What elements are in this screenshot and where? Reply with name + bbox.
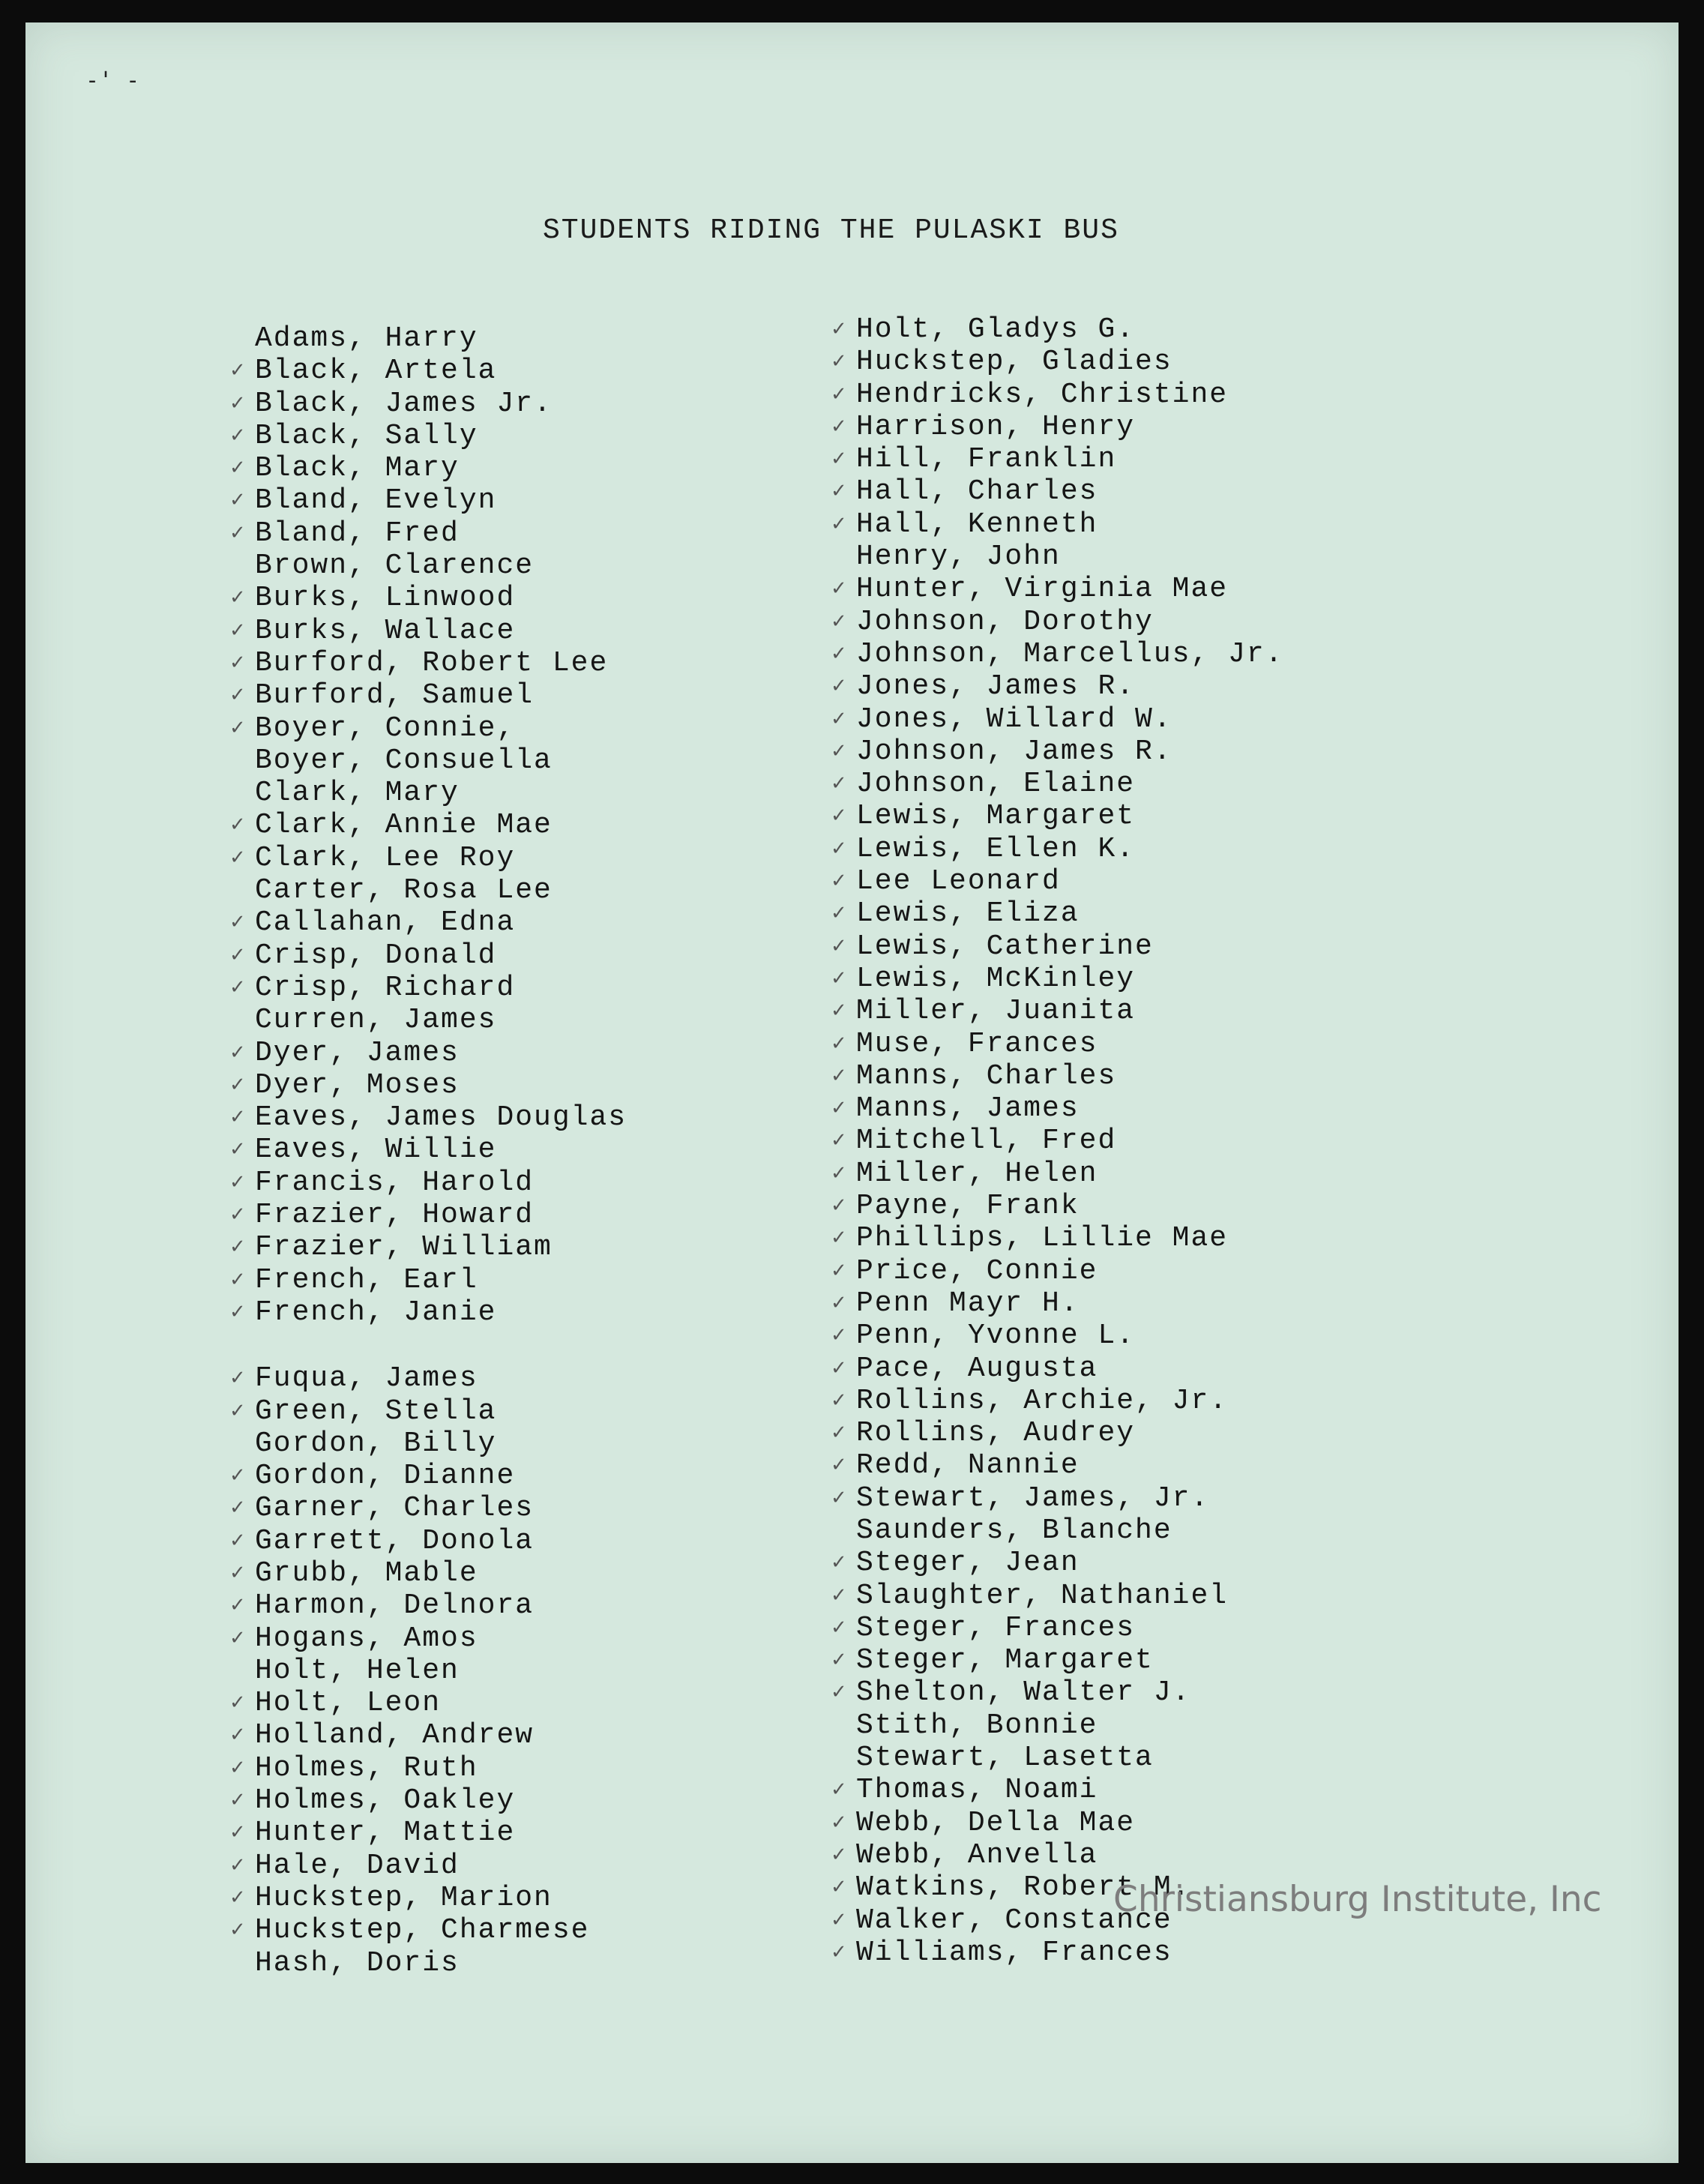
student-entry [831, 1481, 1284, 1514]
student-name: Huckstep, Gladies [856, 346, 1172, 379]
check-mark-icon: ✓ [831, 1389, 849, 1412]
check-mark-icon: ✓ [229, 1561, 247, 1584]
student-entry [831, 1190, 1284, 1223]
student-entry [229, 971, 627, 1004]
student-name: Lewis, Eliza [856, 897, 1080, 930]
student-name: Johnson, Dorothy [856, 605, 1154, 638]
student-entry [856, 541, 1284, 573]
student-name: Bland, Fred [255, 517, 460, 550]
student-name: Thomas, Noami [856, 1774, 1098, 1807]
student-name: Hale, David [255, 1849, 460, 1882]
student-entry [255, 1655, 627, 1687]
check-mark-icon: ✓ [831, 870, 849, 893]
student-name: Burford, Samuel [255, 679, 535, 712]
student-name: Lewis, Margaret [856, 800, 1136, 833]
student-entry [229, 679, 627, 712]
student-name: Clark, Annie Mae [255, 809, 553, 842]
student-entry [229, 1263, 627, 1296]
student-name: Miller, Juanita [856, 995, 1136, 1028]
check-mark-icon: ✓ [831, 1908, 849, 1931]
student-entry [229, 1524, 627, 1557]
check-mark-icon: ✓ [229, 813, 247, 837]
student-name: Holland, Andrew [255, 1719, 535, 1752]
check-mark-icon: ✓ [229, 457, 247, 480]
student-entry [229, 1751, 627, 1784]
student-entry [229, 1101, 627, 1134]
student-name: Brown, Clarence [255, 550, 535, 583]
student-name: Hogans, Amos [255, 1622, 478, 1655]
student-entry [831, 1157, 1284, 1190]
student-entry [229, 1589, 627, 1622]
check-mark-icon: ✓ [229, 1464, 247, 1487]
student-name: Hash, Doris [255, 1946, 460, 1979]
check-mark-icon: ✓ [831, 675, 849, 698]
student-name: Boyer, Connie, [255, 712, 516, 744]
check-mark-icon: ✓ [831, 642, 849, 665]
check-mark-icon: ✓ [229, 619, 247, 642]
student-entry [831, 573, 1284, 606]
check-mark-icon: ✓ [229, 1203, 247, 1227]
student-name: Shelton, Walter J. [856, 1676, 1191, 1709]
student-entry [831, 1936, 1284, 1969]
student-name: Grubb, Mable [255, 1556, 478, 1589]
student-entry [831, 1806, 1284, 1839]
student-name: Adams, Harry [255, 322, 478, 355]
check-mark-icon: ✓ [831, 1843, 849, 1866]
student-name: Rollins, Audrey [856, 1417, 1136, 1450]
student-entry [856, 1742, 1284, 1774]
student-name: Burford, Robert Lee [255, 646, 609, 679]
check-mark-icon: ✓ [831, 739, 849, 762]
student-entry [831, 1384, 1284, 1417]
student-entry [229, 1817, 627, 1850]
student-entry [229, 1166, 627, 1199]
student-entry [831, 1611, 1284, 1644]
student-name: Redd, Nannie [856, 1449, 1080, 1482]
check-mark-icon: ✓ [229, 1138, 247, 1161]
check-mark-icon: ✓ [229, 521, 247, 544]
student-name: Gordon, Dianne [255, 1460, 516, 1493]
student-name: Walker, Constance [856, 1904, 1172, 1937]
student-name: Webb, Anvella [856, 1838, 1098, 1871]
student-name: Manns, James [856, 1092, 1080, 1125]
student-entry [229, 1199, 627, 1232]
student-name: Stewart, James, Jr. [856, 1481, 1210, 1514]
student-entry [831, 930, 1284, 963]
student-entry [229, 1914, 627, 1947]
check-mark-icon: ✓ [831, 934, 849, 957]
student-entry [831, 1352, 1284, 1385]
student-name: Watkins, Robert M. [856, 1871, 1191, 1904]
student-entry [229, 841, 627, 874]
student-entry [255, 874, 627, 906]
student-entry [255, 1428, 627, 1460]
student-name: Clark, Lee Roy [255, 841, 516, 874]
check-mark-icon: ✓ [831, 837, 849, 860]
student-name: Huckstep, Marion [255, 1881, 553, 1914]
check-mark-icon: ✓ [831, 318, 849, 340]
student-name: Eaves, Willie [255, 1134, 497, 1167]
corner-mark: -' - [85, 67, 140, 94]
student-entry [831, 1254, 1284, 1287]
check-mark-icon: ✓ [831, 610, 849, 633]
student-entry [831, 865, 1284, 898]
check-mark-icon: ✓ [229, 975, 247, 999]
check-mark-icon: ✓ [229, 651, 247, 674]
check-mark-icon: ✓ [831, 480, 849, 503]
student-name: Stewart, Lasetta [856, 1742, 1154, 1775]
student-entry [831, 1449, 1284, 1482]
student-entry [255, 1004, 627, 1036]
student-entry [831, 995, 1284, 1028]
student-name: Burks, Linwood [255, 582, 516, 615]
check-mark-icon: ✓ [229, 1886, 247, 1909]
student-name: Hall, Kenneth [856, 508, 1098, 541]
student-entry [229, 1687, 627, 1720]
check-mark-icon: ✓ [229, 684, 247, 707]
student-entry [831, 1027, 1284, 1060]
check-mark-icon: ✓ [831, 1486, 849, 1509]
check-mark-icon: ✓ [229, 391, 247, 415]
student-name: Phillips, Lillie Mae [856, 1222, 1229, 1255]
student-entry [229, 419, 627, 452]
student-name: Carter, Rosa Lee [255, 874, 553, 907]
check-mark-icon: ✓ [831, 1876, 849, 1899]
check-mark-icon: ✓ [831, 1551, 849, 1574]
check-mark-icon: ✓ [831, 1129, 849, 1152]
student-name: Black, Sally [255, 419, 478, 452]
student-name: Curren, James [255, 1004, 497, 1037]
student-entry [229, 1492, 627, 1525]
check-mark-icon: ✓ [229, 911, 247, 934]
student-name: Mitchell, Fred [856, 1125, 1117, 1158]
student-name: Holt, Helen [255, 1654, 460, 1687]
student-name: Harmon, Delnora [255, 1589, 535, 1622]
document-page [25, 22, 1679, 2163]
check-mark-icon: ✓ [831, 966, 849, 990]
student-name: Dyer, James [255, 1036, 460, 1069]
check-mark-icon: ✓ [831, 577, 849, 601]
student-name: Lee Leonard [856, 865, 1061, 898]
check-mark-icon: ✓ [229, 424, 247, 447]
student-name: Jones, Willard W. [856, 703, 1172, 735]
student-name: Johnson, James R. [856, 735, 1172, 768]
student-name: Pace, Augusta [856, 1352, 1098, 1385]
check-mark-icon: ✓ [229, 1041, 247, 1064]
student-entry [831, 1547, 1284, 1580]
student-name: Hunter, Mattie [255, 1817, 516, 1850]
student-name: Steger, Frances [856, 1611, 1136, 1644]
student-entry [831, 703, 1284, 735]
student-entry [229, 1036, 627, 1069]
check-mark-icon: ✓ [229, 943, 247, 966]
check-mark-icon: ✓ [229, 1724, 247, 1747]
student-entry [831, 1222, 1284, 1255]
student-name: Fuqua, James [255, 1362, 478, 1395]
check-mark-icon: ✓ [229, 1170, 247, 1194]
student-entry [229, 1622, 627, 1655]
student-entry [229, 614, 627, 647]
student-name: Stith, Bonnie [856, 1709, 1098, 1742]
check-mark-icon: ✓ [229, 1529, 247, 1552]
student-entry [831, 313, 1284, 346]
student-entry [831, 1287, 1284, 1320]
student-entry [831, 637, 1284, 670]
student-entry [831, 1417, 1284, 1450]
student-entry [255, 322, 627, 355]
student-entry [831, 346, 1284, 379]
student-entry [831, 508, 1284, 541]
student-name: Gordon, Billy [255, 1427, 497, 1460]
student-name: Eaves, James Douglas [255, 1101, 627, 1134]
student-entry [229, 1231, 627, 1264]
student-name: Black, Mary [255, 452, 460, 485]
student-name: French, Janie [255, 1296, 497, 1329]
page-title: STUDENTS RIDING THE PULASKI BUS [543, 214, 1119, 247]
check-mark-icon: ✓ [229, 1367, 247, 1390]
check-mark-icon: ✓ [831, 804, 849, 828]
student-entry [229, 712, 627, 744]
student-name: Crisp, Donald [255, 939, 497, 972]
student-entry [229, 1395, 627, 1428]
check-mark-icon: ✓ [831, 999, 849, 1023]
check-mark-icon: ✓ [229, 1300, 247, 1323]
check-mark-icon: ✓ [229, 359, 247, 382]
check-mark-icon: ✓ [831, 448, 849, 471]
student-entry [831, 443, 1284, 476]
student-entry [229, 1134, 627, 1167]
student-name: Muse, Frances [856, 1027, 1098, 1060]
student-entry [229, 939, 627, 972]
student-name: Hunter, Virginia Mae [856, 573, 1229, 606]
student-name: Price, Connie [856, 1254, 1098, 1287]
check-mark-icon: ✓ [229, 489, 247, 512]
student-entry [229, 387, 627, 420]
student-name: Francis, Harold [255, 1166, 535, 1199]
student-entry [229, 1556, 627, 1589]
student-name: Penn Mayr H. [856, 1287, 1080, 1320]
check-mark-icon: ✓ [831, 415, 849, 438]
student-entry [831, 1676, 1284, 1709]
check-mark-icon: ✓ [229, 1789, 247, 1812]
student-entry [255, 777, 627, 809]
student-entry [255, 1947, 627, 1979]
student-entry [831, 1059, 1284, 1092]
student-name: Steger, Jean [856, 1547, 1080, 1580]
student-list-left [229, 322, 627, 1979]
student-entry [831, 1092, 1284, 1125]
student-name: Holt, Gladys G. [856, 313, 1136, 346]
student-name: Dyer, Moses [255, 1068, 460, 1101]
student-entry [831, 962, 1284, 995]
student-entry [229, 517, 627, 550]
student-name: Payne, Frank [856, 1190, 1080, 1223]
check-mark-icon: ✓ [229, 1106, 247, 1129]
student-name: Rollins, Archie, Jr. [856, 1384, 1229, 1417]
student-entry [255, 550, 627, 582]
student-name: Manns, Charles [856, 1059, 1117, 1092]
student-entry [229, 1849, 627, 1882]
check-mark-icon: ✓ [229, 1073, 247, 1096]
student-name: Frazier, William [255, 1231, 553, 1264]
check-mark-icon: ✓ [229, 1821, 247, 1844]
student-name: Huckstep, Charmese [255, 1914, 590, 1947]
student-entry [229, 484, 627, 517]
check-mark-icon: ✓ [831, 1227, 849, 1250]
student-entry [831, 1320, 1284, 1353]
student-entry [831, 1774, 1284, 1807]
student-entry [831, 897, 1284, 930]
check-mark-icon: ✓ [831, 512, 849, 535]
student-name: Callahan, Edna [255, 906, 516, 939]
student-name: Clark, Mary [255, 777, 460, 810]
student-entry [831, 1838, 1284, 1871]
check-mark-icon: ✓ [831, 1616, 849, 1639]
check-mark-icon: ✓ [831, 902, 849, 925]
student-name: Holmes, Oakley [255, 1784, 516, 1817]
student-entry [229, 452, 627, 485]
check-mark-icon: ✓ [229, 1691, 247, 1715]
check-mark-icon: ✓ [831, 707, 849, 730]
student-name: Williams, Frances [856, 1936, 1172, 1969]
check-mark-icon: ✓ [229, 716, 247, 739]
student-entry [856, 1709, 1284, 1742]
student-name: Jones, James R. [856, 670, 1136, 703]
check-mark-icon: ✓ [831, 1032, 849, 1055]
student-entry [229, 646, 627, 679]
student-name: Black, James Jr. [255, 387, 553, 420]
check-mark-icon: ✓ [229, 586, 247, 610]
check-mark-icon: ✓ [831, 382, 849, 406]
student-name: Frazier, Howard [255, 1199, 535, 1232]
student-name: Crisp, Richard [255, 971, 516, 1004]
student-name: Boyer, Consuella [255, 744, 553, 777]
check-mark-icon: ✓ [229, 1853, 247, 1877]
student-name: Penn, Yvonne L. [856, 1320, 1136, 1353]
student-name: Henry, John [856, 541, 1061, 574]
student-name: French, Earl [255, 1263, 478, 1296]
student-entry [831, 378, 1284, 411]
check-mark-icon: ✓ [229, 1594, 247, 1617]
student-entry [856, 1514, 1284, 1547]
check-mark-icon: ✓ [831, 1681, 849, 1704]
student-name: Garrett, Donola [255, 1524, 535, 1557]
student-entry [831, 1579, 1284, 1612]
student-entry [229, 1719, 627, 1752]
student-list-right [831, 313, 1284, 1969]
student-entry [831, 1644, 1284, 1677]
student-entry [229, 1068, 627, 1101]
check-mark-icon: ✓ [831, 1422, 849, 1445]
student-name: Hill, Franklin [856, 443, 1117, 476]
student-name: Webb, Della Mae [856, 1806, 1136, 1839]
student-name: Hall, Charles [856, 475, 1098, 508]
student-entry [229, 1784, 627, 1817]
student-entry [831, 735, 1284, 768]
student-name: Hendricks, Christine [856, 378, 1229, 411]
student-entry [831, 670, 1284, 703]
student-entry [229, 1296, 627, 1329]
student-entry [831, 475, 1284, 508]
student-entry [229, 355, 627, 388]
check-mark-icon: ✓ [831, 1811, 849, 1834]
check-mark-icon: ✓ [831, 1291, 849, 1314]
student-name: Saunders, Blanche [856, 1514, 1172, 1547]
student-name: Johnson, Elaine [856, 768, 1136, 801]
check-mark-icon: ✓ [831, 1097, 849, 1120]
check-mark-icon: ✓ [831, 1161, 849, 1185]
student-name: Johnson, Marcellus, Jr. [856, 637, 1284, 670]
check-mark-icon: ✓ [229, 1626, 247, 1649]
check-mark-icon: ✓ [831, 1356, 849, 1380]
check-mark-icon: ✓ [831, 1259, 849, 1282]
check-mark-icon: ✓ [229, 1236, 247, 1259]
check-mark-icon: ✓ [831, 1324, 849, 1347]
check-mark-icon: ✓ [831, 1194, 849, 1218]
student-name: Harrison, Henry [856, 410, 1136, 443]
check-mark-icon: ✓ [831, 1454, 849, 1477]
student-entry [831, 410, 1284, 443]
student-name: Black, Artela [255, 355, 497, 388]
student-name: Holmes, Ruth [255, 1751, 478, 1784]
student-name: Green, Stella [255, 1395, 497, 1428]
student-entry [229, 1460, 627, 1493]
student-entry [229, 1881, 627, 1914]
student-name: Lewis, Ellen K. [856, 832, 1136, 865]
check-mark-icon: ✓ [831, 1940, 849, 1964]
check-mark-icon: ✓ [831, 1064, 849, 1087]
student-name: Garner, Charles [255, 1492, 535, 1525]
check-mark-icon: ✓ [229, 1919, 247, 1942]
student-entry [229, 809, 627, 842]
student-entry [831, 605, 1284, 638]
student-entry [831, 832, 1284, 865]
check-mark-icon: ✓ [229, 1399, 247, 1422]
check-mark-icon: ✓ [229, 1756, 247, 1779]
student-entry [255, 744, 627, 777]
student-name: Lewis, Catherine [856, 930, 1154, 963]
check-mark-icon: ✓ [229, 846, 247, 869]
check-mark-icon: ✓ [831, 772, 849, 795]
check-mark-icon: ✓ [229, 1268, 247, 1291]
student-name: Slaughter, Nathaniel [856, 1579, 1229, 1612]
student-name: Lewis, McKinley [856, 962, 1136, 995]
student-name: Holt, Leon [255, 1687, 442, 1720]
check-mark-icon: ✓ [831, 350, 849, 373]
check-mark-icon: ✓ [831, 1649, 849, 1672]
student-name: Burks, Wallace [255, 614, 516, 647]
student-name: Bland, Evelyn [255, 484, 497, 517]
watermark: Christiansburg Institute, Inc [1113, 1879, 1602, 1920]
check-mark-icon: ✓ [831, 1778, 849, 1802]
student-entry [831, 1125, 1284, 1158]
check-mark-icon: ✓ [229, 1496, 247, 1520]
student-name: Steger, Margaret [856, 1644, 1154, 1677]
student-entry [229, 1362, 627, 1395]
student-entry [229, 906, 627, 939]
check-mark-icon: ✓ [831, 1583, 849, 1607]
student-entry [229, 582, 627, 615]
student-name: Miller, Helen [856, 1157, 1098, 1190]
student-entry [831, 800, 1284, 833]
student-entry [831, 768, 1284, 801]
